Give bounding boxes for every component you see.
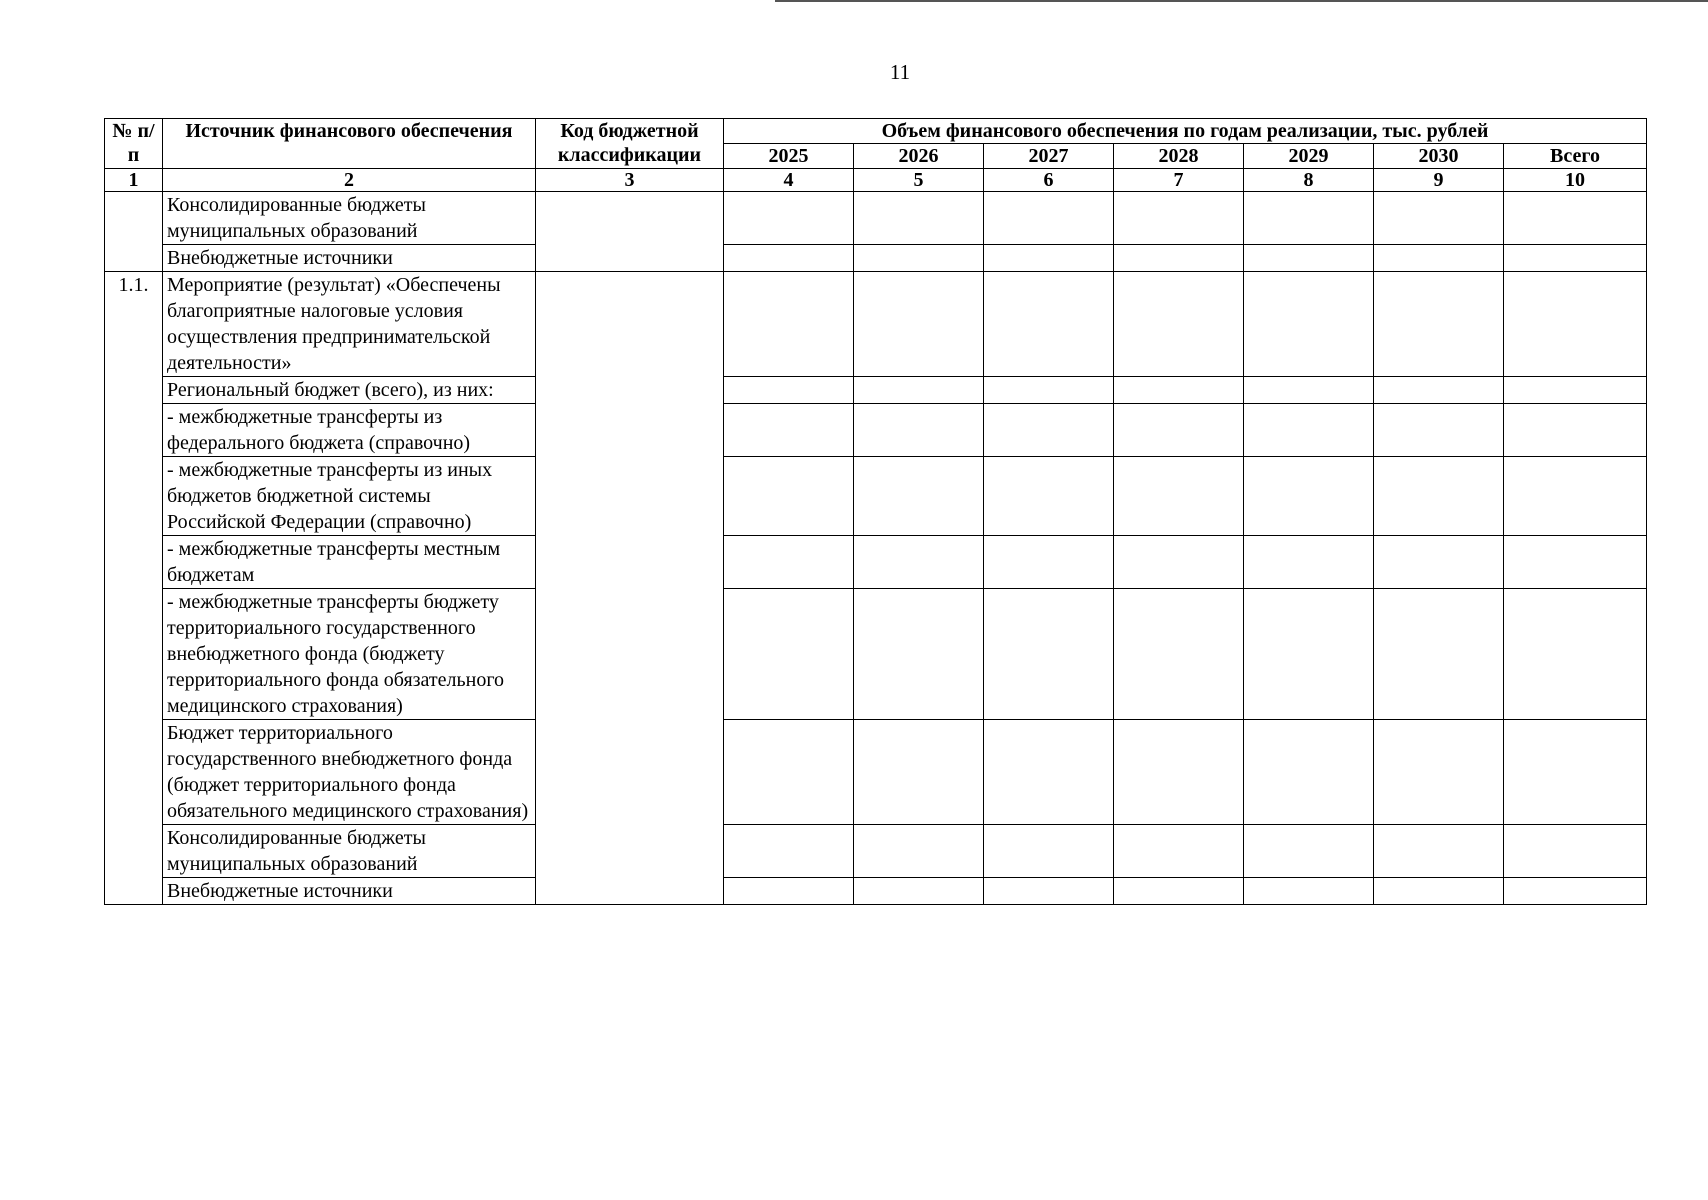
value-cell bbox=[854, 457, 984, 536]
value-cell bbox=[1374, 404, 1504, 457]
header-source: Источник финансового обеспечения bbox=[163, 119, 536, 169]
value-cell bbox=[724, 192, 854, 245]
value-cell bbox=[1244, 245, 1374, 272]
header-volume: Объем финансового обеспечения по годам реализации, тыс. рублей bbox=[724, 119, 1647, 144]
value-cell bbox=[854, 404, 984, 457]
value-cell bbox=[854, 825, 984, 878]
value-cell bbox=[1244, 272, 1374, 377]
value-cell bbox=[984, 457, 1114, 536]
value-cell bbox=[1114, 192, 1244, 245]
value-cell bbox=[984, 192, 1114, 245]
value-cell bbox=[1374, 272, 1504, 377]
header-year-2025: 2025 bbox=[724, 144, 854, 169]
value-cell bbox=[1114, 404, 1244, 457]
col-number: 8 bbox=[1244, 169, 1374, 192]
table-row bbox=[105, 457, 1647, 536]
table-row bbox=[105, 272, 1647, 377]
value-cell bbox=[984, 245, 1114, 272]
value-cell bbox=[1114, 878, 1244, 905]
value-cell bbox=[984, 825, 1114, 878]
value-cell bbox=[724, 377, 854, 404]
source-cell: Консолидированные бюджеты муниципальных образований bbox=[163, 192, 536, 245]
value-cell bbox=[984, 377, 1114, 404]
table-row bbox=[105, 589, 1647, 720]
source-cell: - межбюджетные трансферты бюджету территориального государственного внебюджетного фонда (бюджету территориального фонда обязательного медицинского страхования) bbox=[163, 589, 536, 720]
value-cell bbox=[1504, 536, 1647, 589]
column-numbers-row bbox=[105, 169, 1647, 192]
source-cell: - межбюджетные трансферты из иных бюджетов бюджетной системы Российской Федерации (справочно) bbox=[163, 457, 536, 536]
col-number: 9 bbox=[1374, 169, 1504, 192]
col-number: 6 bbox=[984, 169, 1114, 192]
header-year-2029: 2029 bbox=[1244, 144, 1374, 169]
value-cell bbox=[1504, 589, 1647, 720]
source-cell: - межбюджетные трансферты местным бюджетам bbox=[163, 536, 536, 589]
col-number: 2 bbox=[163, 169, 536, 192]
value-cell bbox=[1114, 245, 1244, 272]
value-cell bbox=[854, 245, 984, 272]
col-number: 10 bbox=[1504, 169, 1647, 192]
value-cell bbox=[1504, 404, 1647, 457]
value-cell bbox=[724, 457, 854, 536]
row-number-cell: 1.1. bbox=[105, 272, 163, 905]
table-row bbox=[105, 192, 1647, 245]
col-number: 3 bbox=[536, 169, 724, 192]
value-cell bbox=[1244, 377, 1374, 404]
source-cell: Внебюджетные источники bbox=[163, 245, 536, 272]
value-cell bbox=[1504, 457, 1647, 536]
value-cell bbox=[1374, 192, 1504, 245]
value-cell bbox=[854, 377, 984, 404]
col-number: 1 bbox=[105, 169, 163, 192]
table-row bbox=[105, 825, 1647, 878]
value-cell bbox=[724, 272, 854, 377]
table-row bbox=[105, 245, 1647, 272]
header-year-2030: 2030 bbox=[1374, 144, 1504, 169]
header-year-2026: 2026 bbox=[854, 144, 984, 169]
value-cell bbox=[1374, 878, 1504, 905]
value-cell bbox=[854, 720, 984, 825]
value-cell bbox=[1114, 457, 1244, 536]
value-cell bbox=[724, 720, 854, 825]
table-row bbox=[105, 720, 1647, 825]
value-cell bbox=[1244, 825, 1374, 878]
value-cell bbox=[1504, 245, 1647, 272]
value-cell bbox=[724, 825, 854, 878]
value-cell bbox=[1244, 404, 1374, 457]
col-number: 7 bbox=[1114, 169, 1244, 192]
source-cell: Консолидированные бюджеты муниципальных образований bbox=[163, 825, 536, 878]
value-cell bbox=[984, 536, 1114, 589]
value-cell bbox=[854, 878, 984, 905]
header-code: Код бюджетной классификации bbox=[536, 119, 724, 169]
header-year-2028: 2028 bbox=[1114, 144, 1244, 169]
value-cell bbox=[1374, 720, 1504, 825]
financing-table bbox=[104, 118, 1647, 905]
value-cell bbox=[724, 878, 854, 905]
source-cell: Региональный бюджет (всего), из них: bbox=[163, 377, 536, 404]
value-cell bbox=[1504, 878, 1647, 905]
value-cell bbox=[1114, 272, 1244, 377]
value-cell bbox=[1244, 589, 1374, 720]
value-cell bbox=[1114, 720, 1244, 825]
value-cell bbox=[854, 536, 984, 589]
value-cell bbox=[984, 272, 1114, 377]
source-cell: Мероприятие (результат) «Обеспечены благоприятные налоговые условия осуществления предпринимательской деятельности» bbox=[163, 272, 536, 377]
header-num: № п/п bbox=[105, 119, 163, 169]
value-cell bbox=[1504, 272, 1647, 377]
source-cell: Бюджет территориального государственного внебюджетного фонда (бюджет территориального фонда обязательного медицинского страхования) bbox=[163, 720, 536, 825]
header-total: Всего bbox=[1504, 144, 1647, 169]
value-cell bbox=[1374, 825, 1504, 878]
value-cell bbox=[1374, 377, 1504, 404]
page-number: 11 bbox=[889, 60, 911, 84]
value-cell bbox=[984, 878, 1114, 905]
value-cell bbox=[1504, 720, 1647, 825]
value-cell bbox=[1504, 825, 1647, 878]
top-rule bbox=[775, 0, 1708, 2]
value-cell bbox=[1374, 589, 1504, 720]
value-cell bbox=[724, 536, 854, 589]
header-year-2027: 2027 bbox=[984, 144, 1114, 169]
row-number-cell bbox=[105, 192, 163, 272]
table-row bbox=[105, 404, 1647, 457]
value-cell bbox=[984, 720, 1114, 825]
value-cell bbox=[1114, 589, 1244, 720]
value-cell bbox=[1504, 192, 1647, 245]
value-cell bbox=[1244, 536, 1374, 589]
source-cell: - межбюджетные трансферты из федерального бюджета (справочно) bbox=[163, 404, 536, 457]
value-cell bbox=[854, 192, 984, 245]
value-cell bbox=[984, 404, 1114, 457]
value-cell bbox=[1114, 536, 1244, 589]
table-row bbox=[105, 377, 1647, 404]
value-cell bbox=[1114, 825, 1244, 878]
value-cell bbox=[724, 589, 854, 720]
value-cell bbox=[1374, 245, 1504, 272]
value-cell bbox=[1244, 878, 1374, 905]
value-cell bbox=[854, 589, 984, 720]
value-cell bbox=[1244, 192, 1374, 245]
value-cell bbox=[1374, 457, 1504, 536]
table-row bbox=[105, 878, 1647, 905]
value-cell bbox=[1114, 377, 1244, 404]
value-cell bbox=[854, 272, 984, 377]
col-number: 4 bbox=[724, 169, 854, 192]
value-cell bbox=[724, 245, 854, 272]
col-number: 5 bbox=[854, 169, 984, 192]
value-cell bbox=[724, 404, 854, 457]
value-cell bbox=[1504, 377, 1647, 404]
value-cell bbox=[984, 589, 1114, 720]
value-cell bbox=[1374, 536, 1504, 589]
code-cell bbox=[536, 272, 724, 905]
source-cell: Внебюджетные источники bbox=[163, 878, 536, 905]
table-row bbox=[105, 536, 1647, 589]
code-cell bbox=[536, 192, 724, 272]
value-cell bbox=[1244, 457, 1374, 536]
value-cell bbox=[1244, 720, 1374, 825]
